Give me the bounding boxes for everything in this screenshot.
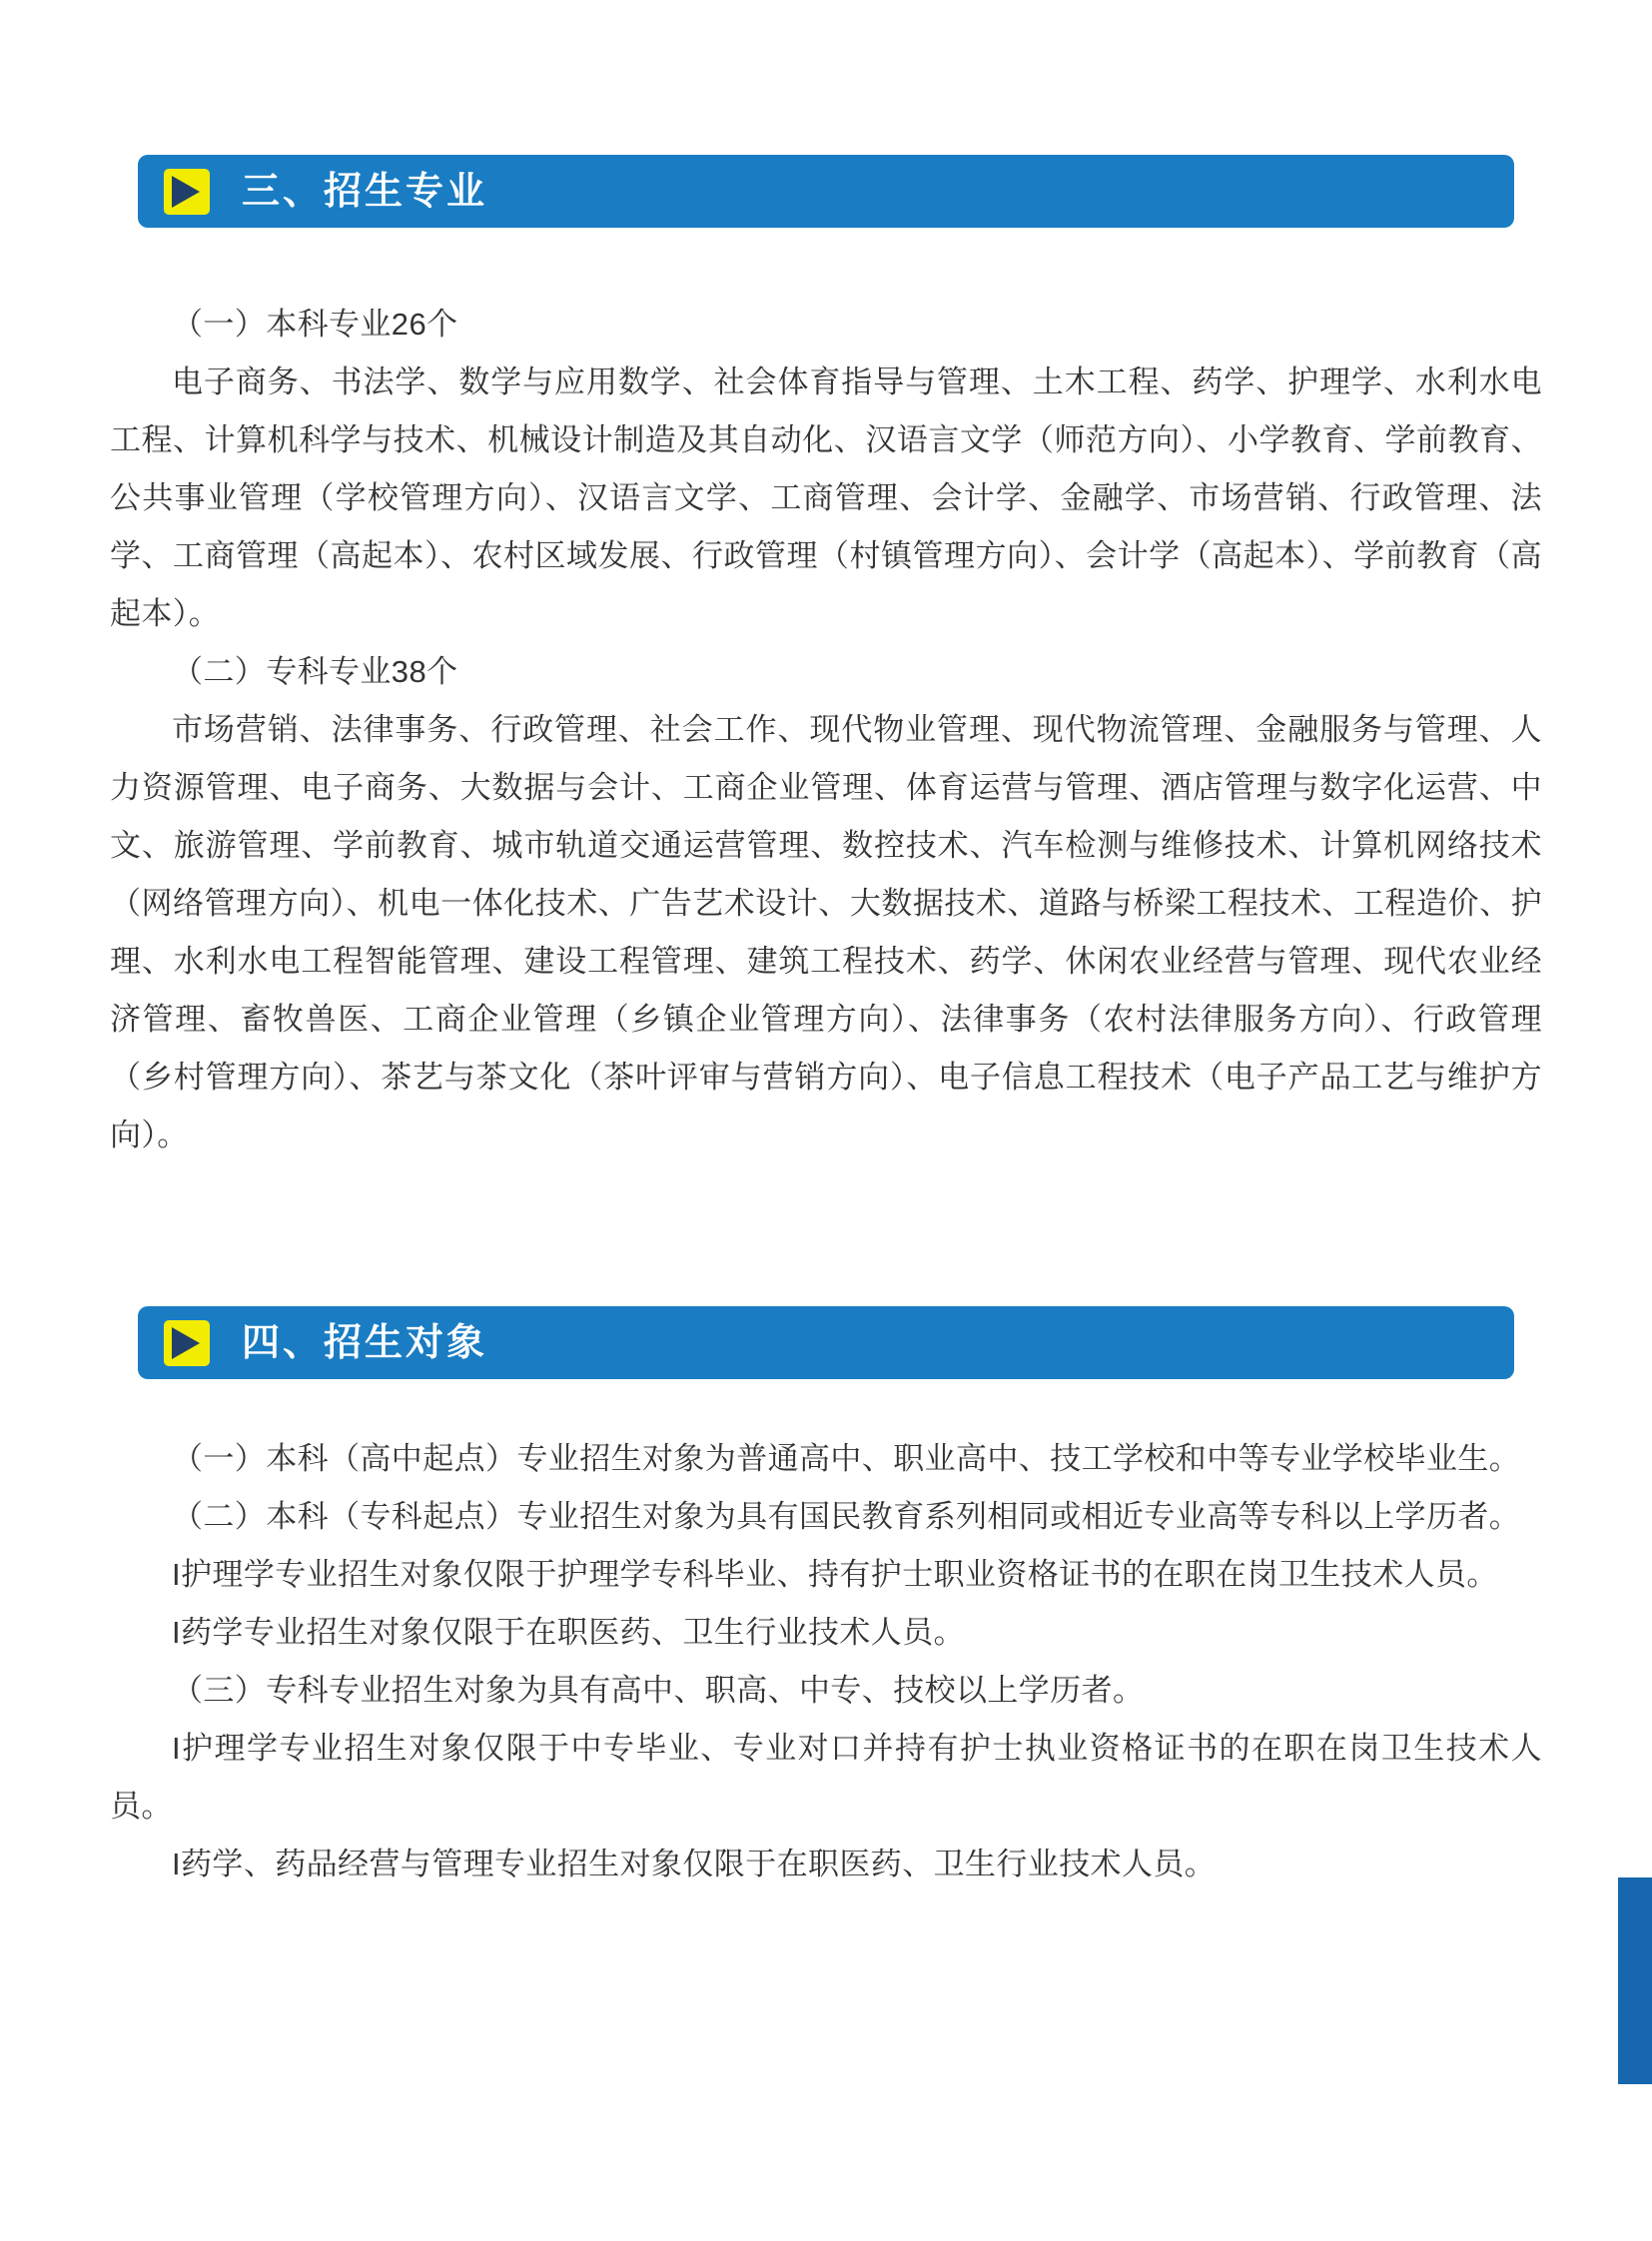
- page-edge-tab: [1618, 1877, 1652, 2084]
- target-three-paragraph: （三）专科专业招生对象为具有高中、职高、中专、技校以上学历者。: [172, 1673, 1145, 1708]
- target-one-paragraph: （一）本科（高中起点）专业招生对象为普通高中、职业高中、技工学校和中等专业学校毕业生。: [172, 1441, 1521, 1476]
- target-nursing-college-paragraph: I护理学专业招生对象仅限于中专毕业、专业对口并持有护士执业资格证书的在职在岗卫生技术人员。: [110, 1731, 1542, 1824]
- section-three-body: [110, 296, 1542, 1164]
- play-arrow-icon: [164, 1320, 210, 1366]
- college-heading: （二）专科专业38个: [172, 654, 458, 689]
- section-four-title: 四、招生对象: [242, 1321, 488, 1364]
- undergrad-majors-paragraph: 电子商务、书法学、数学与应用数学、社会体育指导与管理、土木工程、药学、护理学、水利水电工程、计算机科学与技术、机械设计制造及其自动化、汉语言文学（师范方向）、小学教育、学前教育、公共事业管理（学校管理方向）、汉语言文学、工商管理、会计学、金融学、市场营销、行政管理、法学、工商管理（高起本）、农村区域发展、行政管理（村镇管理方向）、会计学（高起本）、学前教育（高起本）。: [110, 365, 1542, 631]
- play-arrow-icon-triangle: [172, 176, 200, 208]
- play-arrow-icon: [164, 169, 210, 215]
- section-banner-three: [138, 155, 1514, 228]
- play-arrow-icon-triangle: [172, 1327, 200, 1359]
- target-two-paragraph: （二）本科（专科起点）专业招生对象为具有国民教育系列相同或相近专业高等专科以上学历者。: [172, 1499, 1521, 1534]
- target-nursing-bachelor-paragraph: I护理学专业招生对象仅限于护理学专科毕业、持有护士职业资格证书的在职在岗卫生技术人员。: [172, 1557, 1498, 1592]
- section-three-title: 三、招生专业: [242, 170, 488, 213]
- section-four-body: [110, 1430, 1542, 1893]
- college-majors-paragraph: 市场营销、法律事务、行政管理、社会工作、现代物业管理、现代物流管理、金融服务与管理、人力资源管理、电子商务、大数据与会计、工商企业管理、体育运营与管理、酒店管理与数字化运营、中文、旅游管理、学前教育、城市轨道交通运营管理、数控技术、汽车检测与维修技术、计算机网络技术（网络管理方向）、机电一体化技术、广告艺术设计、大数据技术、道路与桥梁工程技术、工程造价、护理、水利水电工程智能管理、建设工程管理、建筑工程技术、药学、休闲农业经营与管理、现代农业经济管理、畜牧兽医、工商企业管理（乡镇企业管理方向）、法律事务（农村法律服务方向）、行政管理（乡村管理方向）、茶艺与茶文化（茶叶评审与营销方向）、电子信息工程技术（电子产品工艺与维护方向）。: [110, 712, 1542, 1152]
- undergrad-heading: （一）本科专业26个: [172, 307, 458, 342]
- target-pharmacy-college-paragraph: I药学、药品经营与管理专业招生对象仅限于在职医药、卫生行业技术人员。: [172, 1847, 1217, 1881]
- target-pharmacy-bachelor-paragraph: I药学专业招生对象仅限于在职医药、卫生行业技术人员。: [172, 1615, 966, 1650]
- section-banner-four: [138, 1306, 1514, 1379]
